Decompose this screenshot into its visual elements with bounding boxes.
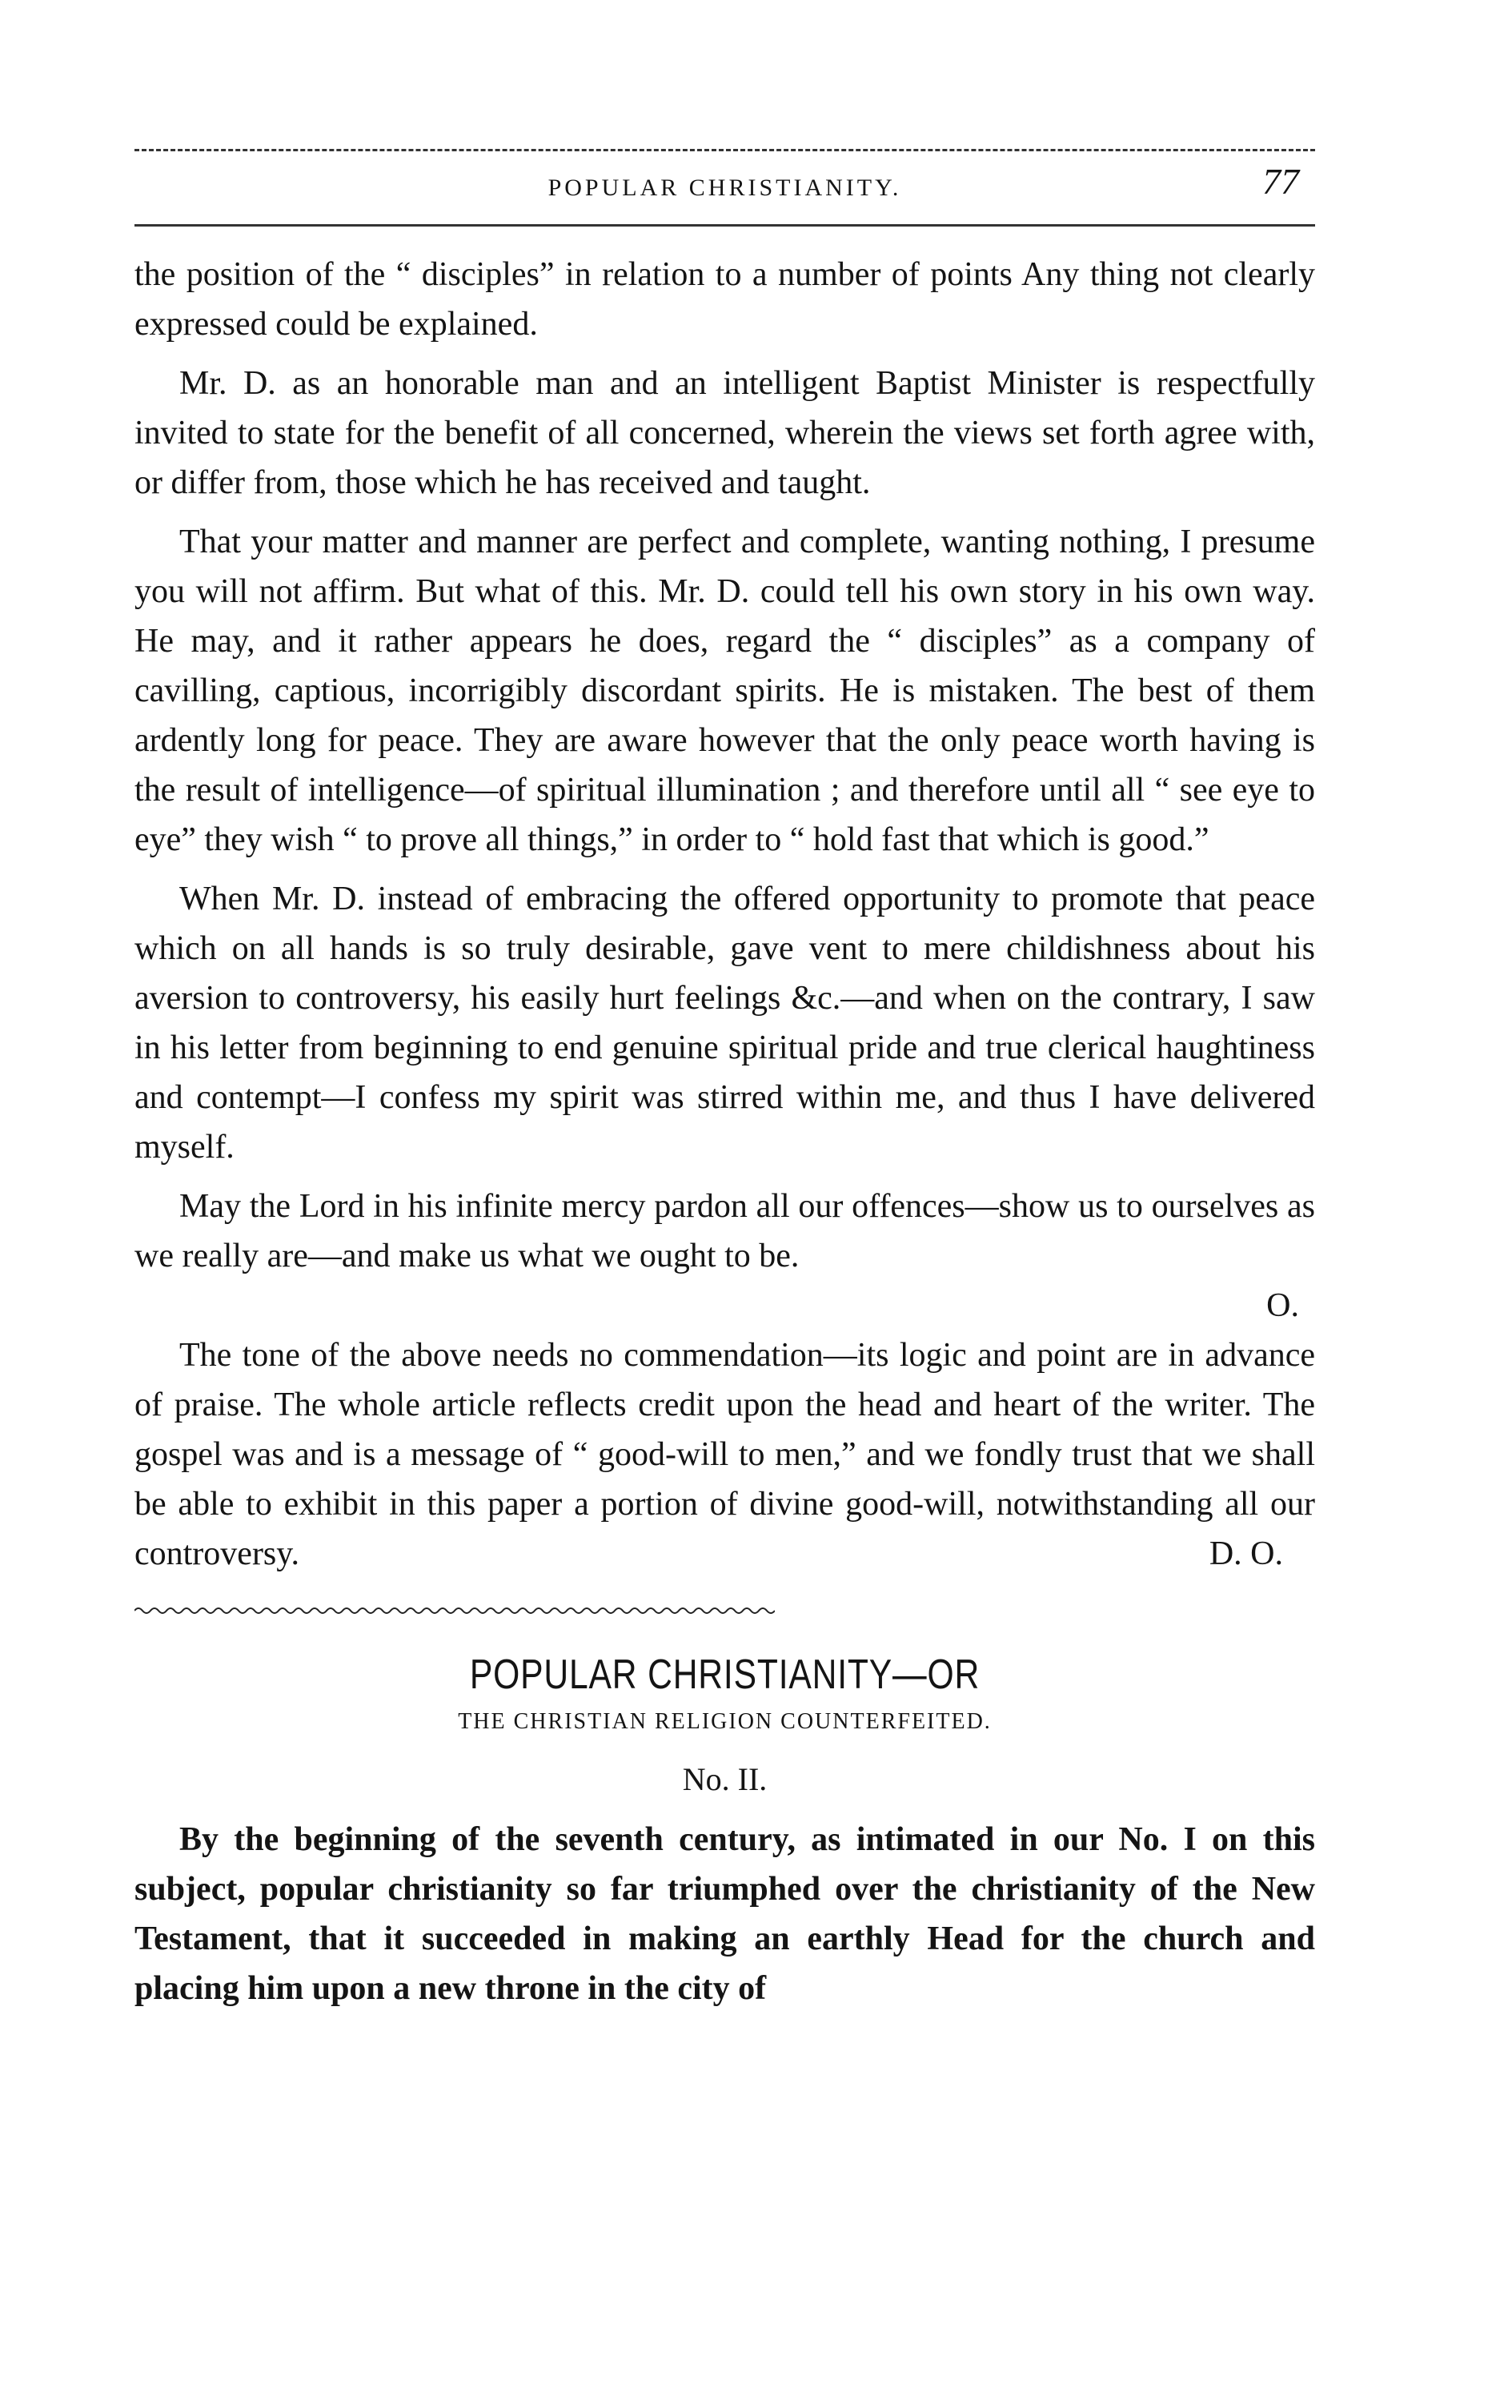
page-number: 77 [1262, 161, 1299, 202]
header-rule-top [134, 149, 1315, 151]
paragraph: May the Lord in his infinite mercy pardon all our offences—show us to ourselves as we really are—and make us what we ought to be. [134, 1188, 1315, 1274]
wavy-rule-ornament [134, 1603, 775, 1619]
editor-signature: D. O. [1209, 1535, 1283, 1572]
running-title: POPULAR CHRISTIANITY. [547, 175, 902, 201]
section-number: No. II. [682, 1761, 768, 1797]
paragraph-continuation: the position of the “ disciples” in relation to a number of points Any thing not clearly expressed could be explained. [134, 256, 1315, 343]
editor-note-text: The tone of the above needs no commendation—its logic and point are in advance of praise. The whole article reflects credit upon the head and heart of the writer. The gospel was and is a message of “ good-will to men,” and we fondly trust that we shall be able to exhibit in this paper a portion of divine good-will, notwithstanding all our controversy. [134, 1337, 1315, 1572]
paragraph: Mr. D. as an honorable man and an intelligent Baptist Minister is respectfully invited to state for the benefit of all concerned, wherein the views set forth agree with, or differ from, those which he has received and taught. [134, 365, 1315, 501]
running-head [134, 160, 1315, 208]
paragraph: That your matter and manner are perfect and complete, wanting nothing, I presume you will not affirm. But what of this. Mr. D. could tell his own story in his own way. He may, and it rather appears he does, regard the “ disciples” as a company of cavilling, captious, incorrigibly discordant spirits. He is mistaken. The best of them ardently long for peace. They are aware however that the only peace worth having is the result of intelligence—of spiritual illumination ; and therefore until all “ see eye to eye” they wish “ to prove all things,” in order to “ hold fast that which is good.” [134, 524, 1315, 858]
section-opening-paragraph: By the beginning of the seventh century, as intimated in our No. I on this subject, popular christianity so far triumphed over the christianity of the New Testament, that it succeeded in making an earthly Head for the church and placing him upon a new throne in the city of [134, 1821, 1315, 2007]
section-title: POPULAR CHRISTIANITY—OR [469, 1651, 981, 1698]
section-subtitle: THE CHRISTIAN RELIGION COUNTERFEITED. [458, 1709, 992, 1734]
letter-signature: O. [1266, 1287, 1299, 1324]
body-text [134, 250, 1315, 2013]
paragraph: When Mr. D. instead of embracing the offered opportunity to promote that peace which on all hands is so truly desirable, gave vent to mere childishness about his aversion to controversy, his easily hurt feelings &c.—and when on the contrary, I saw in his letter from beginning to end genuine spiritual pride and true clerical haughtiness and contempt—I confess my spirit was stirred within me, and thus I have delivered myself. [134, 881, 1315, 1166]
editor-note [134, 1330, 1315, 1579]
header-rule-bottom [134, 224, 1315, 227]
